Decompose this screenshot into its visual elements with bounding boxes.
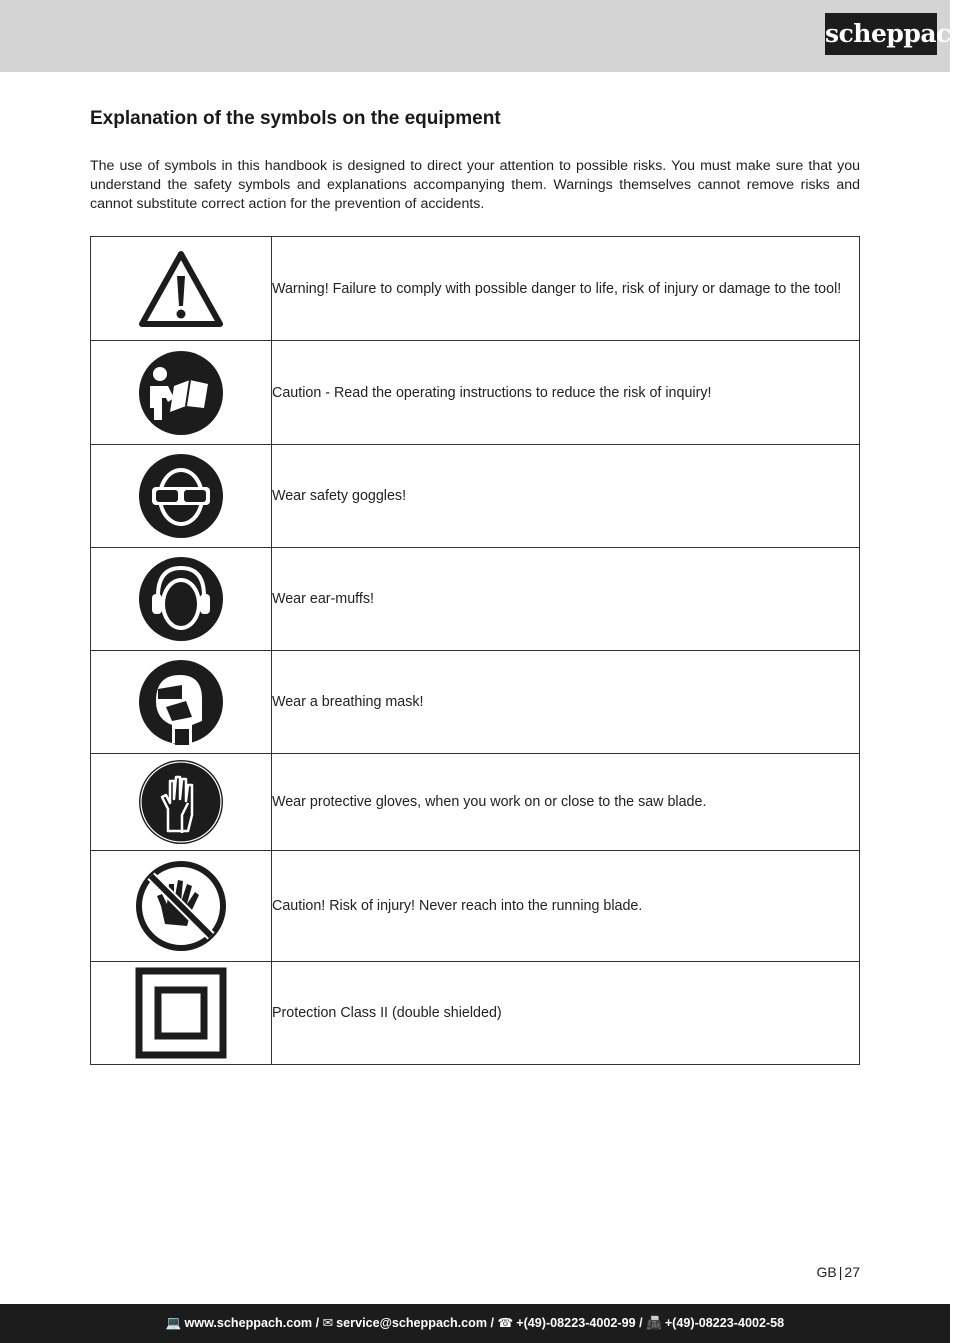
header-band <box>0 0 968 72</box>
page-number <box>780 1264 860 1280</box>
read-manual-icon <box>138 350 224 436</box>
no-reach-icon <box>135 860 227 952</box>
page-number-separator: | <box>838 1264 843 1280</box>
footer-phone[interactable]: +(49)-08223-4002-99 <box>516 1316 636 1330</box>
table-row <box>91 445 860 548</box>
symbol-description: Wear protective gloves, when you work on or close to the saw blade. <box>272 754 860 851</box>
intro-paragraph: The use of symbols in this handbook is designed to direct your attention to possible risks. You must make sure that you understand the safety symbols and explanations accompanying them. Warnings themselves cannot remove risks and cannot substitute correct action for the prevention of accidents. <box>90 158 860 212</box>
symbols-table <box>90 236 860 1065</box>
table-row <box>91 237 860 341</box>
breathing-mask-icon <box>138 659 224 745</box>
symbol-description: Warning! Failure to comply with possible danger to life, risk of injury or damage to the tool! <box>272 237 860 341</box>
phone-icon: ☎ <box>497 1316 514 1330</box>
computer-icon: 💻 <box>165 1316 182 1330</box>
footer-separator: / <box>639 1316 643 1330</box>
symbol-description: Wear safety goggles! <box>272 445 860 548</box>
symbol-description: Protection Class II (double shielded) <box>272 962 860 1065</box>
table-row <box>91 548 860 651</box>
symbol-description: Caution - Read the operating instructions to reduce the risk of inquiry! <box>272 341 860 445</box>
language-code: GB <box>816 1264 837 1280</box>
symbol-description: Wear ear-muffs! <box>272 548 860 651</box>
table-row <box>91 962 860 1065</box>
ear-muffs-icon <box>138 556 224 642</box>
footer-fax: +(49)-08223-4002-58 <box>664 1316 785 1330</box>
symbol-description: Caution! Risk of injury! Never reach into the running blade. <box>272 851 860 962</box>
table-row <box>91 341 860 445</box>
scheppach-logo: scheppach <box>825 13 937 55</box>
table-row <box>91 651 860 754</box>
protection-class-ii-icon <box>135 967 227 1059</box>
footer-separator: / <box>315 1316 320 1330</box>
page-number-value: 27 <box>844 1264 860 1280</box>
table-row <box>91 754 860 851</box>
safety-goggles-icon <box>138 453 224 539</box>
fax-icon: 📠 <box>646 1316 662 1330</box>
warning-triangle-icon <box>136 248 226 330</box>
email-icon: ✉ <box>322 1316 334 1330</box>
table-row <box>91 851 860 962</box>
footer-separator: / <box>490 1316 495 1330</box>
page-title: Explanation of the symbols on the equipment <box>90 108 501 129</box>
footer-email[interactable]: service@scheppach.com <box>336 1316 488 1330</box>
protective-gloves-icon <box>138 759 224 845</box>
symbol-description: Wear a breathing mask! <box>272 651 860 754</box>
footer-website[interactable]: www.scheppach.com <box>184 1316 313 1330</box>
footer-band <box>0 1304 950 1343</box>
